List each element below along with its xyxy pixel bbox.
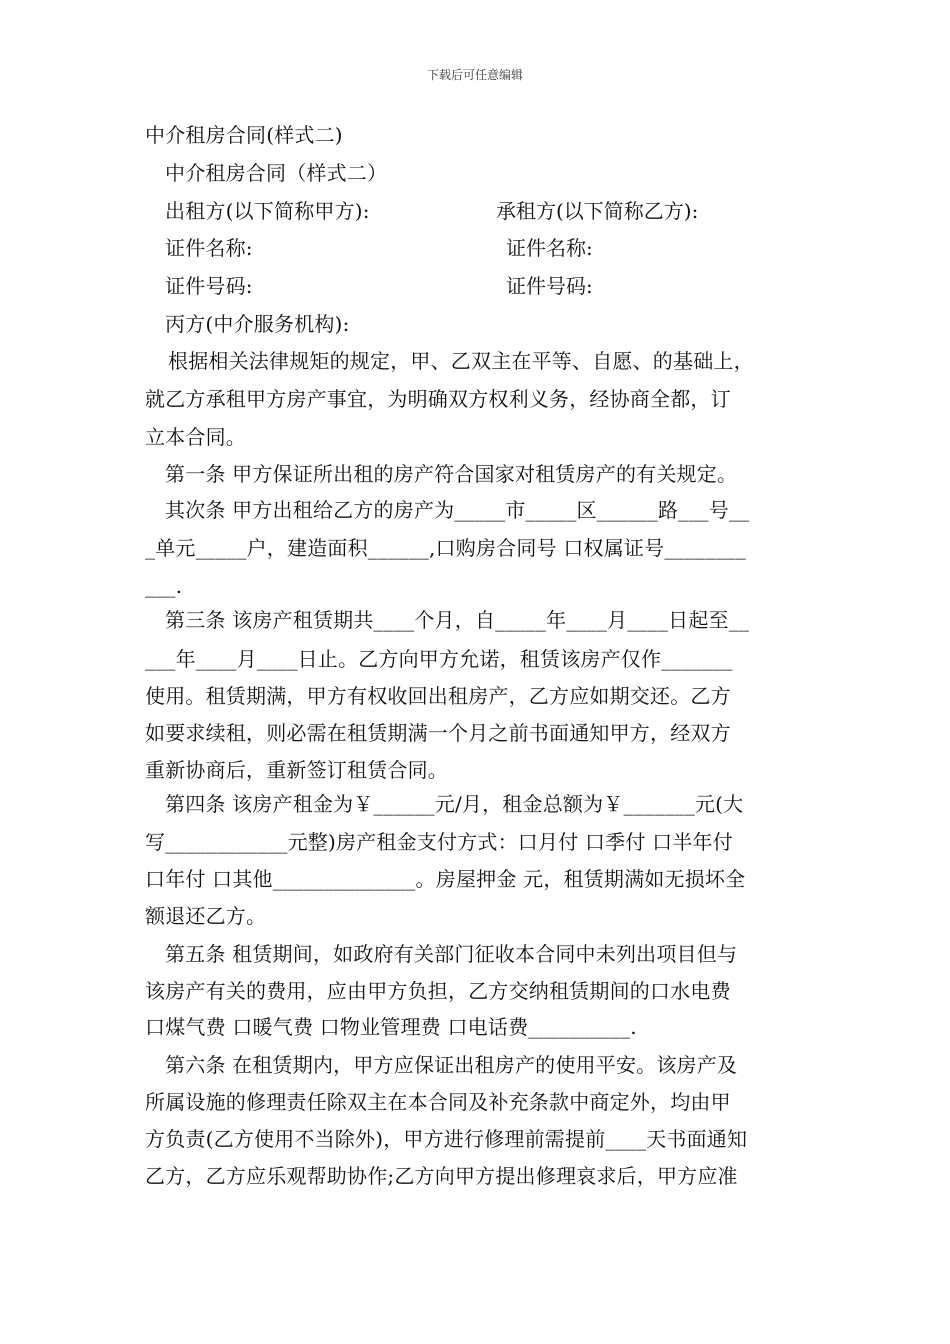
- body-line: 如要求续租，则必需在租赁期满一个月之前书面通知甲方，经双方: [145, 721, 731, 745]
- document-title: 中介租房合同(样式二): [145, 123, 343, 147]
- body-line: _单元_____户，建造面积______,口购房合同号 口权属证号________: [145, 536, 746, 560]
- lessor-id-name: 证件名称:: [165, 236, 253, 260]
- body-line: 立本合同。: [145, 425, 246, 449]
- body-line: 口年付 口其他______________。房屋押金 元，租赁期满如无损坏全: [145, 867, 746, 891]
- document-subtitle: 中介租房合同（样式二）: [165, 161, 388, 185]
- article-3: 第三条 该房产租赁期共____个月，自_____年____月____日起至__: [165, 608, 750, 632]
- body-line: ___年____月____日止。乙方向甲方允诺，租赁该房产仅作_______: [145, 647, 733, 671]
- body-line: 该房产有关的费用，应由甲方负担，乙方交纳租赁期间的口水电费: [145, 979, 731, 1003]
- body-line: 乙方，乙方应乐观帮助协作;乙方向甲方提出修理哀求后，甲方应准: [145, 1164, 738, 1188]
- article-5: 第五条 租赁期间，如政府有关部门征收本合同中未列出项目但与: [165, 942, 738, 966]
- article-2: 其次条 甲方出租给乙方的房产为_____市_____区______路___号__: [165, 498, 750, 522]
- lessor-id-number: 证件号码:: [165, 274, 253, 298]
- lessee-id-name: 证件名称:: [506, 236, 593, 260]
- article-6: 第六条 在租赁期内，甲方应保证出租房产的使用平安。该房产及: [165, 1053, 738, 1077]
- agency-label: 丙方(中介服务机构):: [165, 312, 350, 336]
- article-1: 第一条 甲方保证所出租的房产符合国家对租赁房产的有关规定。: [165, 462, 738, 486]
- body-line: 就乙方承租甲方房产事宜，为明确双方权利义务，经协商全都，订: [145, 387, 731, 411]
- page-header: 下载后可任意编辑: [426, 68, 523, 82]
- body-line: 所属设施的修理责任除双主在本合同及补充条款中商定外，均由甲: [145, 1090, 731, 1114]
- body-line: 使用。租赁期满，甲方有权收回出租房产，乙方应如期交还。乙方: [145, 684, 731, 708]
- body-line: 口煤气费 口暖气费 口物业管理费 口电话费__________.: [145, 1015, 637, 1039]
- body-line: 写____________元整)房产租金支付方式：口月付 口季付 口半年付: [145, 830, 733, 854]
- lessee-id-number: 证件号码:: [506, 274, 593, 298]
- lessee-label: 承租方(以下简称乙方):: [496, 199, 699, 223]
- body-line: 重新协商后，重新签订租赁合同。: [145, 758, 448, 782]
- lessor-label: 出租方(以下简称甲方):: [165, 199, 370, 223]
- body-line: 额退还乙方。: [145, 904, 267, 928]
- body-line: 根据相关法律规矩的规定，甲、乙双主在平等、自愿、的基础上，: [168, 349, 754, 373]
- article-4: 第四条 该房产租金为￥______元/月，租金总额为￥_______元(大: [165, 792, 744, 816]
- body-line: 方负责(乙方使用不当除外)，甲方进行修理前需提前____天书面通知: [145, 1127, 748, 1151]
- body-line: ___.: [145, 574, 183, 598]
